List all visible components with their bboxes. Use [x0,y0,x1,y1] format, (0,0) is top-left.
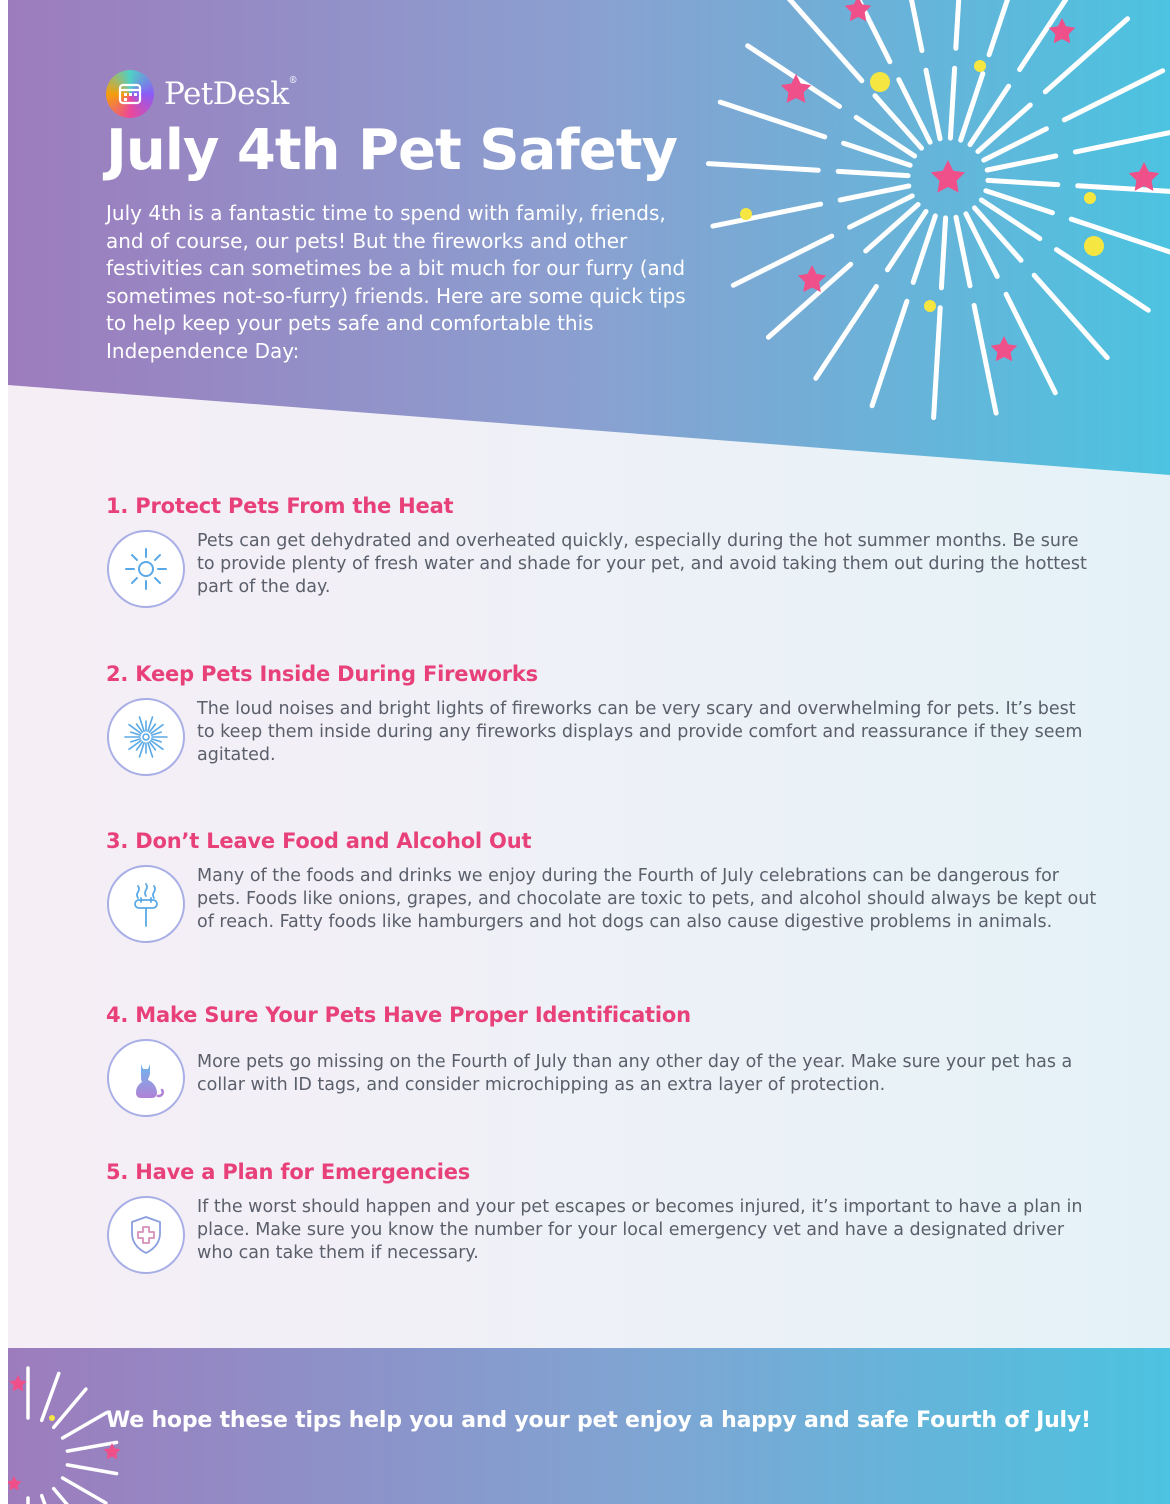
tip-body: More pets go missing on the Fourth of July than any other day of the year. Make sure your pet has a collar with ID tags, and consider microchipping as an extra layer of protection. [197,1052,1073,1095]
tip-heading: 5. Have a Plan for Emergencies [106,1160,471,1184]
cat-icon [107,1039,185,1117]
petdesk-logo [106,70,297,118]
tip-3 [106,829,1106,934]
hot-dog-fork-icon [107,865,185,943]
tip-heading: 2. Keep Pets Inside During Fireworks [106,662,538,686]
tip-heading: 4. Make Sure Your Pets Have Proper Identification [106,1003,691,1027]
tip-1 [106,494,1106,599]
intro-paragraph: July 4th is a fantastic time to spend with family, friends, and of course, our pets! But the fireworks and other festivities can sometimes be a bit much for our furry (and sometimes not-so-furry) friends. Here are some quick tips to help keep your pets safe and comfortable this Independence Day: [106,201,686,363]
tip-heading: 3. Don’t Leave Food and Alcohol Out [106,829,532,853]
page-title: July 4th Pet Safety [106,118,678,183]
sun-icon [107,530,185,608]
tip-heading: 1. Protect Pets From the Heat [106,494,454,518]
tip-4 [106,1003,1106,1097]
tip-body: If the worst should happen and your pet escapes or becomes injured, it’s important to have a plan in place. Make sure you know the number for your local emergency vet and have a designated driver who can take them if necessary. [197,1197,1083,1263]
footer-message: We hope these tips help you and your pet enjoy a happy and safe Fourth of July! [106,1408,1091,1433]
tip-body: Pets can get dehydrated and overheated quickly, especially during the hot summer months. Be sure to provide plenty of fresh water and shade for your pet, and avoid taking them out during the hottest part of the day. [197,531,1087,597]
tip-body: Many of the foods and drinks we enjoy during the Fourth of July celebrations can be dangerous for pets. Foods like onions, grapes, and chocolate are toxic to pets, and alcohol should always be kept out of reach. Fatty foods like hamburgers and hot dogs can also cause digestive problems in animals. [197,866,1097,932]
petdesk-logo-icon [106,70,154,118]
footer-banner [8,1348,1170,1504]
medical-shield-icon [107,1196,185,1274]
tip-body: The loud noises and bright lights of fireworks can be very scary and overwhelming for pets. It’s best to keep them inside during any fireworks displays and provide comfort and reassurance if they seem agitated. [197,699,1083,765]
flyer-page [8,0,1170,1504]
tip-5 [106,1160,1106,1265]
fireworks-decoration [688,0,1170,440]
brand-name: PetDesk® [164,76,298,112]
tip-2 [106,662,1106,767]
firework-icon [107,698,185,776]
